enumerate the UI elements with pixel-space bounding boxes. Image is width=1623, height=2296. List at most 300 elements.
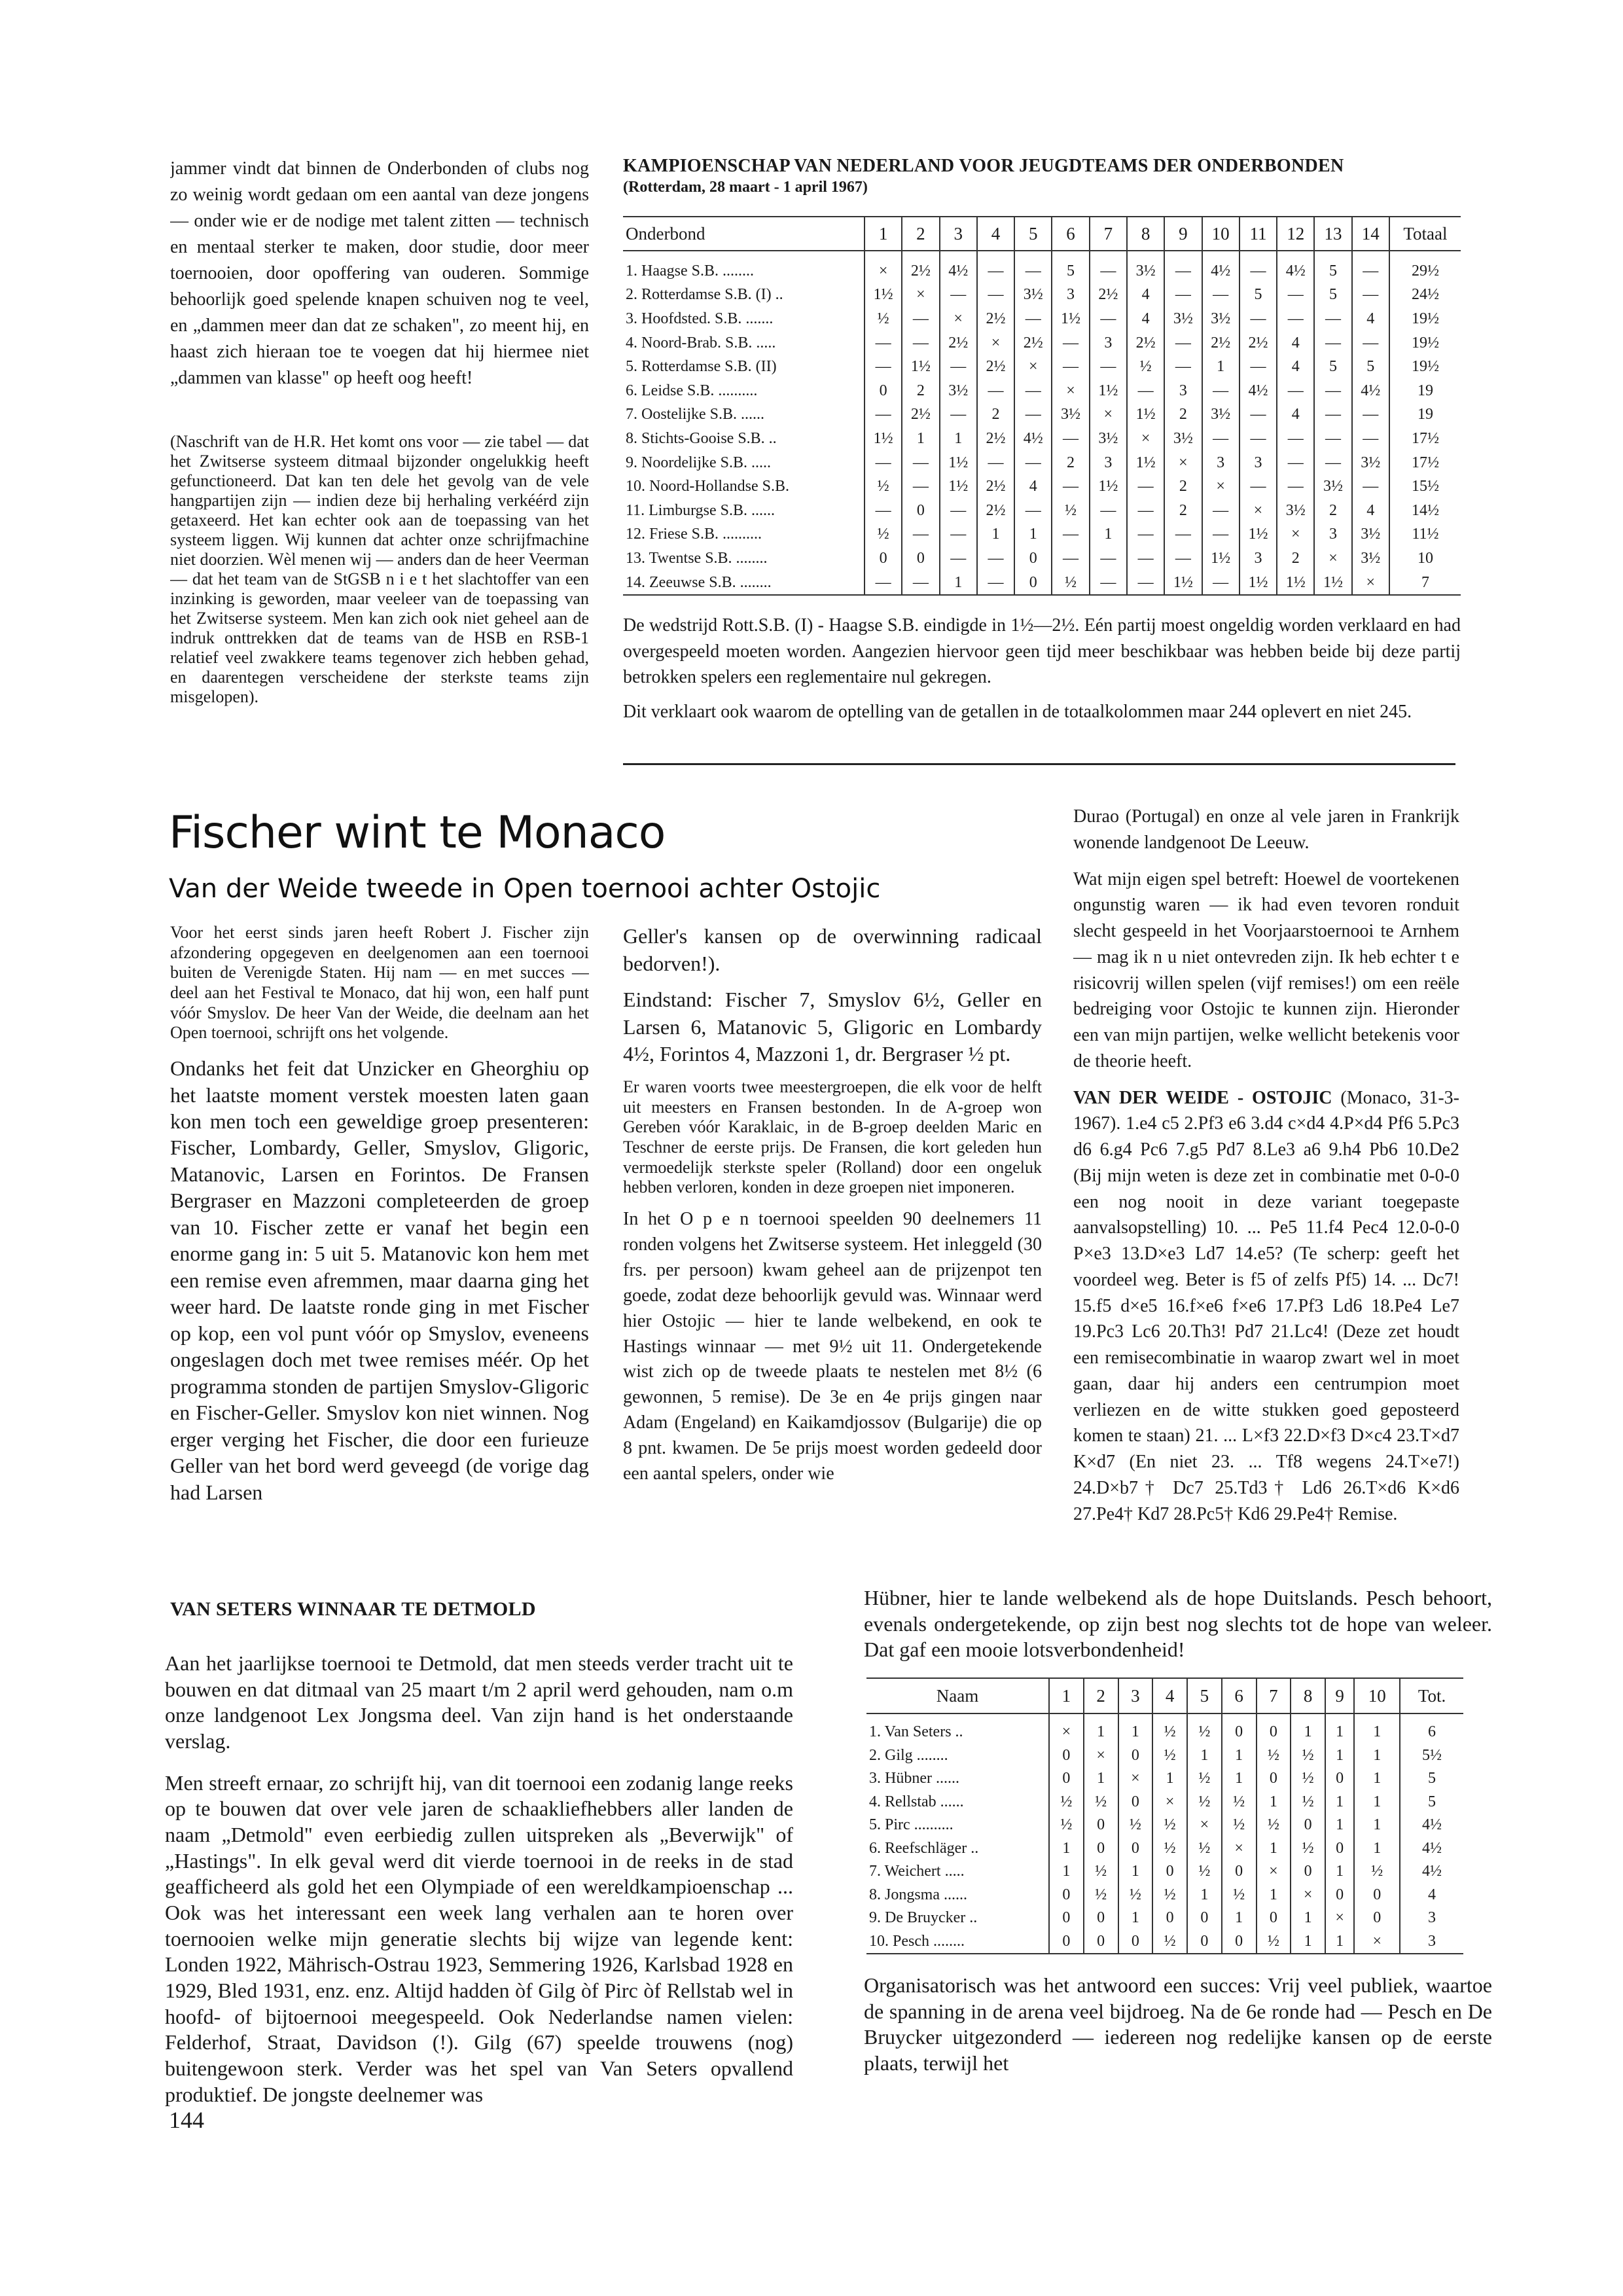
score-cell: × bbox=[1325, 1907, 1354, 1930]
team-name-cell: 11. Limburgse S.B. ...... bbox=[626, 501, 776, 519]
score-cell: 2½ bbox=[977, 499, 1014, 523]
total-cell: 19½ bbox=[1389, 307, 1461, 331]
score-cell: 2½ bbox=[940, 331, 977, 355]
table-row bbox=[866, 1744, 1463, 1768]
score-cell: 4 bbox=[1277, 355, 1314, 379]
score-cell: 0 bbox=[1118, 1744, 1153, 1768]
detmold-organisatie: Organisatorisch was het antwoord een succes: Vrij veel publiek, waartoe de spanning in de arena veel bijdroeg. Na de 6e ronde had — Pesch en De Bruycker uitgezonderd — iedereen nog redelijke kansen op de eerste plaats, terwijl het bbox=[864, 1973, 1492, 2075]
score-cell: — bbox=[1164, 355, 1202, 379]
score-cell: — bbox=[1314, 427, 1351, 451]
total-cell: 19½ bbox=[1389, 331, 1461, 355]
score-cell: ½ bbox=[1291, 1767, 1325, 1791]
score-cell: 1 bbox=[1291, 1930, 1325, 1954]
table-row bbox=[866, 1791, 1463, 1814]
score-cell: 3½ bbox=[1314, 475, 1351, 499]
score-cell: — bbox=[1090, 307, 1127, 331]
score-cell: × bbox=[1314, 547, 1351, 571]
team-name-cell: 4. Noord-Brab. S.B. ..... bbox=[626, 334, 776, 351]
jeugd-results-table bbox=[623, 216, 1461, 596]
score-cell: 3½ bbox=[1352, 547, 1389, 571]
score-cell: 3 bbox=[1090, 451, 1127, 475]
score-cell: 1 bbox=[1049, 1860, 1084, 1884]
detmold-table-header bbox=[866, 1678, 1463, 1713]
score-cell: 1½ bbox=[1240, 571, 1277, 596]
round-header: 9 bbox=[1325, 1678, 1354, 1713]
score-cell: — bbox=[1090, 547, 1127, 571]
score-cell: 0 bbox=[1222, 1860, 1257, 1884]
detmold-body: Men streeft ernaar, zo schrijft hij, van dit toernooi een zodanig lange reeks op te bouwen dat over vele jaren de schaakliefhebbers aller landen de naam „Detmold" even eerbiedig zullen uitspreken als „Beverwijk" of „Hastings". In elk geval werd dit vierde toernooi in de reeks in de stad geafficheerd als gold het een Olympiade of een wereldkampioenschap ... Ook was het interessant een week lang verhalen aan te horen over toernooien welke mijn generatie slechts bij wijze van legende kent: Londen 1922, Mährisch-Ostrau 1923, Semmering 1926, Karlsbad 1928 en 1929, Bled 1931, enz. enz. Altijd hadden òf Gilg òf Pirc òf Rellstab wel in hoofd- of bijtoernooi meegespeeld. Ook Nederlandse namen vielen: Felderhof, Straat, Davidson (!). Gilg (67) speelde trouwens (nog) buitengewoon sterk. Verder was het spel van Van Seters opvallend produktief. De jongste deelnemer was bbox=[165, 1770, 793, 2106]
score-cell: 2½ bbox=[977, 355, 1014, 379]
divider-rule bbox=[623, 763, 1455, 765]
total-cell: 3 bbox=[1400, 1907, 1463, 1930]
score-cell: ½ bbox=[1187, 1860, 1222, 1884]
fischer-column-1 bbox=[170, 923, 589, 1551]
total-cell: 7 bbox=[1389, 571, 1461, 596]
score-cell: 0 bbox=[1291, 1860, 1325, 1884]
fischer-title: Fischer wint te Monaco bbox=[169, 807, 666, 859]
score-cell: ½ bbox=[1222, 1884, 1257, 1907]
jeugd-note-1: De wedstrijd Rott.S.B. (I) - Haagse S.B. eindigde in 1½—2½. Eén partij moest ongeldig worden verklaard en had overgespeeld moeten worden. Aangezien hiervoor geen tijd meer beschikbaar was hebben beide bij deze partij betrokken spelers een reglementaire nul gekregen. bbox=[623, 615, 1461, 687]
jeugd-subtitle: (Rotterdam, 28 maart - 1 april 1967) bbox=[623, 179, 868, 196]
round-header: 10 bbox=[1202, 217, 1240, 251]
score-cell: 2 bbox=[1052, 451, 1089, 475]
score-cell: — bbox=[1314, 379, 1351, 403]
total-cell: 29½ bbox=[1389, 251, 1461, 283]
score-cell: 0 bbox=[1084, 1837, 1118, 1861]
score-cell: 1 bbox=[1354, 1837, 1400, 1861]
score-cell: — bbox=[1277, 427, 1314, 451]
score-cell: ½ bbox=[1222, 1814, 1257, 1837]
score-cell: 1 bbox=[1222, 1907, 1257, 1930]
score-cell: 0 bbox=[1084, 1930, 1118, 1954]
score-cell: × bbox=[1084, 1744, 1118, 1768]
score-cell: — bbox=[1014, 451, 1052, 475]
detmold-table-body bbox=[866, 1713, 1463, 1954]
team-name-cell: 5. Rotterdamse S.B. (II) bbox=[626, 358, 777, 376]
detmold-intro: Aan het jaarlijkse toernooi te Detmold, dat men steeds verder tracht uit te bouwen en dat ditmaal van 25 maart t/m 2 april werd gehouden, nam o.m onze landgenoot Lex Jongsma deel. Van zijn hand is het onderstaande verslag. bbox=[165, 1651, 793, 1753]
score-cell: 5 bbox=[1314, 355, 1351, 379]
score-cell: ½ bbox=[1187, 1713, 1222, 1744]
round-header: 3 bbox=[1118, 1678, 1153, 1713]
score-cell: × bbox=[1049, 1713, 1084, 1744]
score-cell: — bbox=[1090, 355, 1127, 379]
score-cell: 0 bbox=[1354, 1907, 1400, 1930]
total-cell: 4½ bbox=[1400, 1860, 1463, 1884]
table-row bbox=[866, 1907, 1463, 1930]
score-cell: — bbox=[1052, 355, 1089, 379]
detmold-column-1 bbox=[165, 1651, 793, 2187]
score-cell: — bbox=[940, 547, 977, 571]
team-name-cell: 3. Hübner ...... bbox=[869, 1770, 959, 1787]
score-cell: 1 bbox=[1354, 1767, 1400, 1791]
score-cell: — bbox=[1240, 427, 1277, 451]
score-cell: 2 bbox=[1314, 499, 1351, 523]
score-cell: 5 bbox=[1052, 251, 1089, 283]
team-name-cell: 10. Noord-Hollandse S.B. bbox=[626, 478, 789, 495]
score-cell: 3½ bbox=[1090, 427, 1127, 451]
score-cell: ½ bbox=[1118, 1884, 1153, 1907]
score-cell: — bbox=[1052, 427, 1089, 451]
score-cell: ½ bbox=[1222, 1791, 1257, 1814]
score-cell: 1½ bbox=[1127, 451, 1164, 475]
score-cell: 1 bbox=[1222, 1744, 1257, 1768]
score-cell: 0 bbox=[1014, 571, 1052, 596]
round-header: 12 bbox=[1277, 217, 1314, 251]
score-cell: 4½ bbox=[1240, 379, 1277, 403]
score-cell: 4 bbox=[1127, 283, 1164, 308]
score-cell: 1 bbox=[1202, 355, 1240, 379]
score-cell: 1 bbox=[1325, 1744, 1354, 1768]
score-cell: 0 bbox=[1222, 1713, 1257, 1744]
fischer-column-3 bbox=[1073, 804, 1459, 1550]
team-name-cell: 5. Pirc .......... bbox=[869, 1816, 954, 1834]
score-cell: — bbox=[1052, 547, 1089, 571]
score-cell: 4½ bbox=[1202, 251, 1240, 283]
score-cell: — bbox=[1052, 523, 1089, 547]
score-cell: 1½ bbox=[1052, 307, 1089, 331]
score-cell: 0 bbox=[1049, 1907, 1084, 1930]
score-cell: 1½ bbox=[940, 475, 977, 499]
score-cell: ½ bbox=[1127, 355, 1164, 379]
score-cell: 3 bbox=[1052, 283, 1089, 308]
naschrift-block bbox=[170, 432, 589, 759]
score-cell: × bbox=[1052, 379, 1089, 403]
score-cell: 0 bbox=[1049, 1767, 1084, 1791]
fischer-open-toernooi: In het O p e n toernooi speelden 90 deelnemers 11 ronden volgens het Zwitserse systeem. Het inleggeld (30 frs. per persoon) kwam geheel aan de prijzenpot ten goede, zodat deze behoorlijk gevuld was. Winnaar werd hier Ostojic — hier te lande welbekend, en ook te Hastings winnaar — met 9½ uit 11. Ondergetekende wist zich op de tweede plaats te nestelen met 8½ (6 gewonnen, 5 remise). De 3e en 4e prijs gingen naar Adam (Engeland) en Kaikamdjossov (Bulgarije) die op 8 pnt. kwamen. De 5e prijs moest worden gedeeld door een aantal spelers, onder wie bbox=[623, 1209, 1042, 1484]
score-cell: ½ bbox=[1291, 1837, 1325, 1861]
score-cell: 1½ bbox=[865, 427, 902, 451]
table-row bbox=[623, 331, 1461, 355]
score-cell: ½ bbox=[1187, 1767, 1222, 1791]
total-cell: 24½ bbox=[1389, 283, 1461, 308]
table-row bbox=[866, 1767, 1463, 1791]
table-row bbox=[623, 283, 1461, 308]
team-name-cell: 2. Rotterdamse S.B. (I) .. bbox=[626, 286, 783, 304]
score-cell: — bbox=[977, 451, 1014, 475]
score-cell: 1 bbox=[940, 571, 977, 596]
score-cell: 3 bbox=[1240, 451, 1277, 475]
score-cell: ½ bbox=[1291, 1744, 1325, 1768]
score-cell: — bbox=[1352, 283, 1389, 308]
round-header: 6 bbox=[1222, 1678, 1257, 1713]
total-cell: 10 bbox=[1389, 547, 1461, 571]
score-cell: × bbox=[1164, 451, 1202, 475]
score-cell: 2½ bbox=[977, 475, 1014, 499]
jeugd-title: KAMPIOENSCHAP VAN NEDERLAND VOOR JEUGDTEAMS DER ONDERBONDEN bbox=[623, 156, 1344, 176]
score-cell: 3 bbox=[1314, 523, 1351, 547]
round-header: 1 bbox=[1049, 1678, 1084, 1713]
score-cell: — bbox=[1127, 547, 1164, 571]
score-cell: 4½ bbox=[1352, 379, 1389, 403]
jeugd-col-header: Onderbond bbox=[623, 217, 865, 251]
jeugd-table-header bbox=[623, 217, 1461, 251]
team-name-cell: 8. Stichts-Gooise S.B. .. bbox=[626, 429, 777, 447]
game-notation bbox=[1073, 1085, 1459, 1528]
score-cell: 0 bbox=[1257, 1713, 1291, 1744]
score-cell: 1½ bbox=[1202, 547, 1240, 571]
score-cell: 2½ bbox=[902, 251, 939, 283]
score-cell: — bbox=[1240, 355, 1277, 379]
score-cell: 1 bbox=[1257, 1884, 1291, 1907]
total-header: Tot. bbox=[1400, 1678, 1463, 1713]
score-cell: 0 bbox=[1118, 1791, 1153, 1814]
team-name-cell: 6. Leidse S.B. .......... bbox=[626, 382, 758, 399]
score-cell: 0 bbox=[1049, 1930, 1084, 1954]
table-row bbox=[866, 1814, 1463, 1837]
score-cell: × bbox=[1222, 1837, 1257, 1861]
score-cell: × bbox=[902, 283, 939, 308]
score-cell: 2 bbox=[977, 403, 1014, 427]
fischer-eindstand: Eindstand: Fischer 7, Smyslov 6½, Geller en Larsen 6, Matanovic 5, Gligoric en Lombardy 4½, Forintos 4, Mazzoni 1, dr. Bergraser ½ pt. bbox=[623, 988, 1042, 1066]
score-cell: 3½ bbox=[1352, 523, 1389, 547]
team-name-cell: 7. Oostelijke S.B. ...... bbox=[626, 406, 765, 423]
score-cell: 1½ bbox=[865, 283, 902, 308]
score-cell: — bbox=[940, 283, 977, 308]
score-cell: ½ bbox=[1152, 1837, 1187, 1861]
score-cell: × bbox=[1277, 523, 1314, 547]
round-header: 5 bbox=[1014, 217, 1052, 251]
score-cell: — bbox=[1240, 475, 1277, 499]
score-cell: × bbox=[1118, 1767, 1153, 1791]
score-cell: × bbox=[1257, 1860, 1291, 1884]
score-cell: × bbox=[940, 307, 977, 331]
score-cell: — bbox=[1277, 307, 1314, 331]
table-row bbox=[623, 427, 1461, 451]
score-cell: ½ bbox=[1152, 1744, 1187, 1768]
fischer-body-2: Geller's kansen op de overwinning radicaal bedorven!). bbox=[623, 924, 1042, 975]
round-header: 10 bbox=[1354, 1678, 1400, 1713]
round-header: 14 bbox=[1352, 217, 1389, 251]
score-cell: — bbox=[1352, 475, 1389, 499]
total-cell: 3 bbox=[1400, 1930, 1463, 1954]
round-header: 2 bbox=[902, 217, 939, 251]
score-cell: 2 bbox=[902, 379, 939, 403]
round-header: 7 bbox=[1090, 217, 1127, 251]
score-cell: 1 bbox=[1354, 1791, 1400, 1814]
score-cell: 0 bbox=[1325, 1884, 1354, 1907]
score-cell: — bbox=[1277, 451, 1314, 475]
score-cell: ½ bbox=[1152, 1814, 1187, 1837]
round-header: 2 bbox=[1084, 1678, 1118, 1713]
round-header: 7 bbox=[1257, 1678, 1291, 1713]
score-cell: — bbox=[1202, 379, 1240, 403]
score-cell: 1½ bbox=[1164, 571, 1202, 596]
score-cell: — bbox=[1052, 475, 1089, 499]
table-row bbox=[866, 1713, 1463, 1744]
score-cell: — bbox=[1127, 379, 1164, 403]
score-cell: 0 bbox=[1257, 1907, 1291, 1930]
score-cell: 0 bbox=[1257, 1767, 1291, 1791]
score-cell: 0 bbox=[1049, 1884, 1084, 1907]
score-cell: 1 bbox=[1291, 1713, 1325, 1744]
score-cell: — bbox=[1352, 251, 1389, 283]
score-cell: 0 bbox=[1354, 1884, 1400, 1907]
score-cell: 5 bbox=[1240, 283, 1277, 308]
score-cell: — bbox=[1277, 283, 1314, 308]
score-cell: 1 bbox=[1325, 1930, 1354, 1954]
score-cell: — bbox=[1090, 499, 1127, 523]
score-cell: — bbox=[902, 331, 939, 355]
score-cell: 1 bbox=[1325, 1791, 1354, 1814]
score-cell: ½ bbox=[1049, 1814, 1084, 1837]
score-cell: 3½ bbox=[1014, 283, 1052, 308]
score-cell: 1 bbox=[1187, 1744, 1222, 1768]
score-cell: — bbox=[1202, 283, 1240, 308]
score-cell: ½ bbox=[865, 523, 902, 547]
total-cell: 6 bbox=[1400, 1713, 1463, 1744]
score-cell: — bbox=[1314, 451, 1351, 475]
score-cell: ½ bbox=[1052, 499, 1089, 523]
game-moves: (Monaco, 31-3-1967). 1.e4 c5 2.Pf3 e6 3.d4 c×d4 4.P×d4 Pf6 5.Pc3 d6 6.g4 Pc6 7.g5 Pd7 8.Le3 a6 9.h4 Pb6 10.De2 (Bij mijn weten is deze zet in combinatie met 0-0-0 een nog nooit in deze variant toegepaste aanvalsopstelling) 10. ... Pe5 11.f4 Pec4 12.0-0-0 P×e3 13.D×e3 Ld7 14.e5? (Te scherp: geeft het voordeel weg. Beter is f5 of zelfs Pf5) 14. ... Dc7! 15.f5 d×e5 16.f×e6 f×e6 17.Pf3 Ld6 18.Pe4 Le7 19.Pc3 Lc6 20.Th3! Pd7 21.Lc4! (Deze zet houdt een remisecombinatie in waarop zwart wel in moet gaan, daar hij anders een centrumpion moet verliezen en de witte stukken goed geposteerd komen te staan) 21. ... L×f3 22.D×f3 D×c4 23.T×d7 K×d7 (En niet 23. ... Tf8 wegens 24.T×e7!) 24.D×b7† Dc7 25.Td3† Ld6 26.T×d6 K×d6 27.Pe4† Kd7 28.Pc5† Kd6 29.Pe4† Remise. bbox=[1073, 1087, 1459, 1524]
fischer-durao: Durao (Portugal) en onze al vele jaren in Frankrijk wonende landgenoot De Leeuw. bbox=[1073, 806, 1459, 853]
score-cell: — bbox=[1090, 251, 1127, 283]
score-cell: × bbox=[1240, 499, 1277, 523]
total-cell: 4 bbox=[1400, 1884, 1463, 1907]
round-header: 13 bbox=[1314, 217, 1351, 251]
score-cell: 1 bbox=[940, 427, 977, 451]
total-cell: 14½ bbox=[1389, 499, 1461, 523]
score-cell: 1 bbox=[1354, 1814, 1400, 1837]
score-cell: 1 bbox=[1325, 1814, 1354, 1837]
round-header: 8 bbox=[1127, 217, 1164, 251]
round-header: 8 bbox=[1291, 1678, 1325, 1713]
score-cell: — bbox=[902, 523, 939, 547]
score-cell: 0 bbox=[1049, 1744, 1084, 1768]
table-row bbox=[866, 1930, 1463, 1954]
total-cell: 17½ bbox=[1389, 451, 1461, 475]
score-cell: 0 bbox=[1084, 1907, 1118, 1930]
score-cell: 3½ bbox=[1277, 499, 1314, 523]
table-row bbox=[623, 307, 1461, 331]
score-cell: 0 bbox=[1118, 1930, 1153, 1954]
score-cell: — bbox=[1202, 499, 1240, 523]
score-cell: 1 bbox=[1257, 1791, 1291, 1814]
score-cell: × bbox=[1354, 1930, 1400, 1954]
table-row bbox=[623, 403, 1461, 427]
score-cell: 1 bbox=[1325, 1713, 1354, 1744]
score-cell: 3 bbox=[1202, 451, 1240, 475]
detmold-headline bbox=[170, 1597, 825, 1630]
round-header: 11 bbox=[1240, 217, 1277, 251]
score-cell: 2 bbox=[1164, 403, 1202, 427]
score-cell: — bbox=[1164, 283, 1202, 308]
score-cell: — bbox=[865, 403, 902, 427]
score-cell: — bbox=[1277, 379, 1314, 403]
score-cell: 0 bbox=[1084, 1814, 1118, 1837]
score-cell: — bbox=[1240, 251, 1277, 283]
team-name-cell: 9. De Bruycker .. bbox=[869, 1909, 978, 1927]
score-cell: 1 bbox=[1291, 1907, 1325, 1930]
score-cell: — bbox=[1352, 331, 1389, 355]
score-cell: 1½ bbox=[1090, 379, 1127, 403]
score-cell: ½ bbox=[1187, 1837, 1222, 1861]
score-cell: — bbox=[1014, 307, 1052, 331]
score-cell: 2½ bbox=[1202, 331, 1240, 355]
score-cell: ½ bbox=[1049, 1791, 1084, 1814]
total-cell: 19½ bbox=[1389, 355, 1461, 379]
score-cell: — bbox=[1202, 427, 1240, 451]
score-cell: — bbox=[902, 475, 939, 499]
score-cell: 0 bbox=[1118, 1837, 1153, 1861]
score-cell: ½ bbox=[1118, 1814, 1153, 1837]
round-header: 6 bbox=[1052, 217, 1089, 251]
score-cell: ½ bbox=[1152, 1713, 1187, 1744]
score-cell: 3½ bbox=[940, 379, 977, 403]
score-cell: — bbox=[1164, 523, 1202, 547]
score-cell: × bbox=[865, 251, 902, 283]
score-cell: — bbox=[865, 571, 902, 596]
score-cell: × bbox=[1352, 571, 1389, 596]
score-cell: 2½ bbox=[1014, 331, 1052, 355]
score-cell: 1 bbox=[1118, 1907, 1153, 1930]
score-cell: ½ bbox=[1257, 1930, 1291, 1954]
team-name-cell: 14. Zeeuwse S.B. ........ bbox=[623, 571, 865, 596]
total-cell: 5½ bbox=[1400, 1744, 1463, 1768]
score-cell: 4 bbox=[1352, 307, 1389, 331]
score-cell: — bbox=[902, 571, 939, 596]
score-cell: 3½ bbox=[1164, 427, 1202, 451]
score-cell: 3½ bbox=[1202, 403, 1240, 427]
score-cell: 1 bbox=[1049, 1837, 1084, 1861]
fischer-subheadline bbox=[169, 872, 1059, 910]
fischer-eigen-spel: Wat mijn eigen spel betreft: Hoewel de voortekenen ongunstig waren — ik had even tevoren ronduit slecht gespeeld in het Voorjaarstoernooi te Arnhem — mag ik n u niet ontevreden zijn. Ik heb echter t e risicovrij willen spelen (vijf remises!) om een reële bedreiging voor Ostojic te kunnen zijn. Hieronder een van mijn partijen, welke wellicht betekenis voor de theorie heeft. bbox=[1073, 869, 1459, 1071]
score-cell: 2½ bbox=[977, 307, 1014, 331]
team-name-cell: 2. Gilg ........ bbox=[869, 1746, 948, 1764]
score-cell: 3½ bbox=[1127, 251, 1164, 283]
score-cell: 1½ bbox=[902, 355, 939, 379]
total-header: Totaal bbox=[1389, 217, 1461, 251]
score-cell: 1 bbox=[902, 427, 939, 451]
table-row bbox=[866, 1884, 1463, 1907]
table-row bbox=[866, 1837, 1463, 1861]
team-name-cell: 3. Hoofdsted. S.B. ....... bbox=[626, 310, 774, 327]
score-cell: 1 bbox=[1014, 523, 1052, 547]
score-cell: — bbox=[1164, 331, 1202, 355]
score-cell: × bbox=[1202, 475, 1240, 499]
total-cell: 11½ bbox=[1389, 523, 1461, 547]
score-cell: 2 bbox=[1277, 547, 1314, 571]
score-cell: 4 bbox=[1127, 307, 1164, 331]
score-cell: 0 bbox=[1187, 1907, 1222, 1930]
detmold-col-header: Naam bbox=[866, 1678, 1049, 1713]
score-cell: 1½ bbox=[1277, 571, 1314, 596]
total-cell: 19 bbox=[1389, 379, 1461, 403]
score-cell: — bbox=[1127, 523, 1164, 547]
round-header: 4 bbox=[977, 217, 1014, 251]
score-cell: — bbox=[1202, 523, 1240, 547]
score-cell: — bbox=[865, 451, 902, 475]
score-cell: 1 bbox=[1118, 1860, 1153, 1884]
score-cell: 2½ bbox=[1240, 331, 1277, 355]
score-cell: 1 bbox=[1152, 1767, 1187, 1791]
game-heading: VAN DER WEIDE - OSTOJIC bbox=[1073, 1087, 1332, 1108]
score-cell: 0 bbox=[1291, 1814, 1325, 1837]
score-cell: — bbox=[1352, 427, 1389, 451]
score-cell: — bbox=[1164, 251, 1202, 283]
score-cell: — bbox=[1090, 571, 1127, 596]
team-name-cell: 12. Friese S.B. .......... bbox=[626, 526, 762, 543]
score-cell: — bbox=[1164, 547, 1202, 571]
score-cell: ½ bbox=[865, 307, 902, 331]
score-cell: 2½ bbox=[977, 427, 1014, 451]
score-cell: — bbox=[1014, 403, 1052, 427]
score-cell: × bbox=[1291, 1884, 1325, 1907]
score-cell: ½ bbox=[1257, 1814, 1291, 1837]
score-cell: — bbox=[1314, 331, 1351, 355]
score-cell: 0 bbox=[902, 547, 939, 571]
score-cell: 2 bbox=[1164, 475, 1202, 499]
score-cell: 1 bbox=[1222, 1767, 1257, 1791]
